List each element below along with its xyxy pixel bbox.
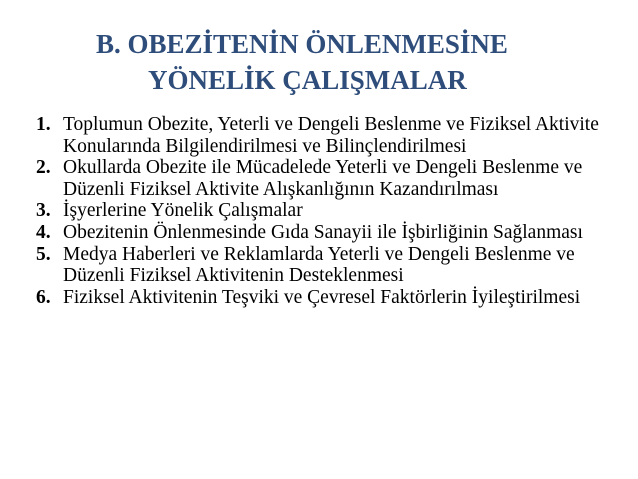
list-item-text: Medya Haberleri ve Reklamlarda Yeterli ve Dengeli Beslenme ve Düzenli Fiziksel Aktivitenin Desteklenmesi <box>63 243 575 287</box>
list-item-number: 6. <box>36 286 51 308</box>
list-item-text: İşyerlerine Yönelik Çalışmalar <box>63 200 303 222</box>
list-item-number: 5. <box>36 243 51 265</box>
list-item <box>36 222 606 244</box>
list-item-number: 1. <box>36 114 51 135</box>
list-item-text: Toplumun Obezite, Yeterli ve Dengeli Beslenme ve Fiziksel Aktivite Konularında Bilgilendirilmesi ve Bilinçlendirilmesi <box>63 114 599 157</box>
list-item-number: 4. <box>36 221 51 243</box>
slide-title-line-1: B. OBEZİTENİN ÖNLENMESİNE <box>96 29 508 59</box>
list-item <box>36 114 606 157</box>
list-item <box>36 157 606 200</box>
numbered-list <box>36 114 606 308</box>
list-item <box>36 200 606 222</box>
slide-title <box>0 26 638 98</box>
slide-title-line-2: YÖNELİK ÇALIŞMALAR <box>148 65 467 95</box>
list-item <box>36 244 606 287</box>
list-item-text: Okullarda Obezite ile Mücadelede Yeterli ve Dengeli Beslenme ve Düzenli Fiziksel Aktivite Alışkanlığının Kazandırılması <box>63 157 583 200</box>
list-item <box>36 287 606 309</box>
list-item-number: 3. <box>36 200 51 222</box>
list-item-number: 2. <box>36 157 51 179</box>
list-item-text: Fiziksel Aktivitenin Teşviki ve Çevresel Faktörlerin İyileştirilmesi <box>63 286 581 308</box>
list-item-text: Obezitenin Önlenmesinde Gıda Sanayii ile İşbirliğinin Sağlanması <box>63 221 583 243</box>
